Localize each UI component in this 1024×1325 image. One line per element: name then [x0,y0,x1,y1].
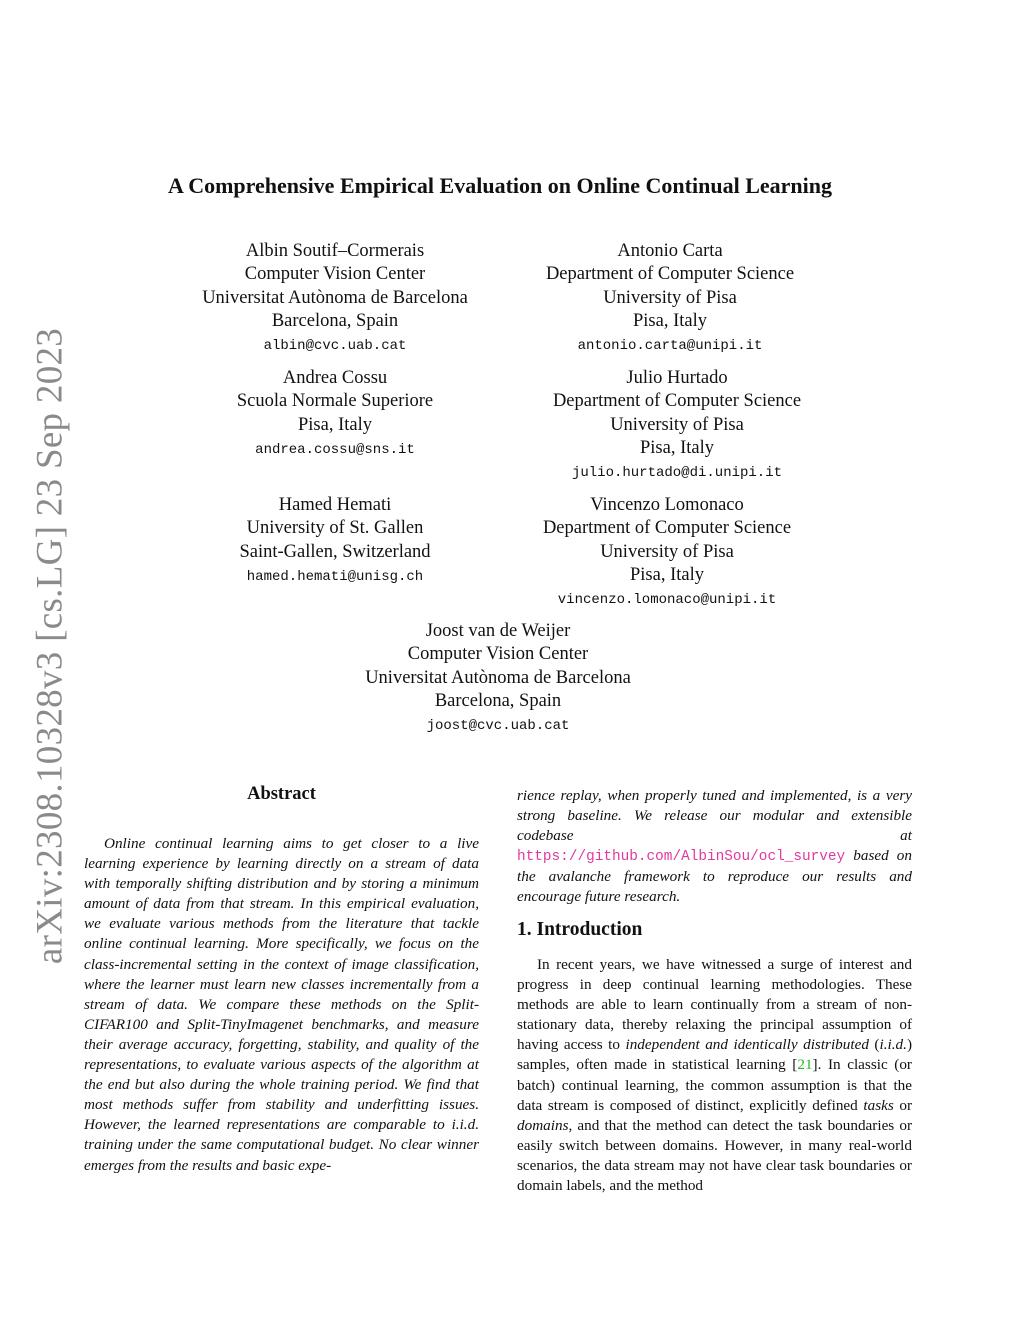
author-affiliation: Universitat Autònoma de Barcelona [365,667,631,688]
author-name: Antonio Carta [617,241,723,261]
abstract-heading: Abstract [247,784,316,804]
author-affiliation: University of Pisa [610,414,744,435]
author-name: Julio Hurtado [626,368,728,388]
author-affiliation: Barcelona, Spain [434,690,562,711]
author-affiliation: Pisa, Italy [630,564,704,585]
author-email: vincenzo.lomonaco@unipi.it [557,592,777,609]
abstract-continuation [517,786,912,908]
author-affiliation: University of Pisa [603,287,737,308]
intro-text: ) samples, often made in statistical learning [ [517,1036,912,1074]
citation-link[interactable]: 21 [797,1056,813,1074]
author-name: Vincenzo Lomonaco [590,495,744,515]
arxiv-identifier-stamp: arXiv:2308.10328v3 [cs.LG] 23 Sep 2023 [29,327,71,965]
author-block [185,240,485,359]
author-block [520,240,820,359]
author-affiliation: Department of Computer Science [552,391,802,412]
author-affiliation: University of St. Gallen [246,518,424,539]
author-affiliation: Pisa, Italy [640,437,714,458]
intro-text: or [893,1096,913,1114]
author-block [527,367,827,486]
introduction-paragraph [517,955,912,1196]
intro-text: ( [868,1036,880,1054]
introduction-heading: 1. Introduction [517,919,643,940]
author-block [185,367,485,463]
author-email: andrea.cossu@sns.it [255,441,415,458]
intro-emphasis: tasks [863,1096,894,1114]
author-affiliation: Department of Computer Science [542,518,792,539]
intro-text: In recent years, we have witnessed a surge of interest and progress in deep continual learning methodologies. These methods are able to learn continually from a stream of non-stationary data, thereby relaxing the principal assumption of having access to [517,956,912,1054]
author-email: antonio.carta@unipi.it [577,338,763,355]
author-email: hamed.hemati@unisg.ch [246,568,424,585]
abstract-continuation-text: rience replay, when properly tuned and implemented, is a very strong baseline. We release our modular and extensible codebase at [517,787,912,845]
abstract-text: Online continual learning aims to get closer to a live learning experience by learning directly on a stream of data with temporally shifting distribution and by storing a minimum amount of data from that stream. In this empirical evaluation, we evaluate various methods from the literature that tackle online continual learning. More specifically, we focus on the class-incremental setting in the context of image classification, where the learner must learn new classes incrementally from a stream of data. We compare these methods on the Split-CIFAR100 and Split-TinyImagenet benchmarks, and measure their average accuracy, forgetting, stability, and quality of the representations, to evaluate various aspects of the algorithm at the end but also during the whole training period. We find that most methods suffer from stability and underfitting issues. However, the learned representations are comparable to i.i.d. training under the same computational budget. No clear winner emerges from the results and basic expe- [84,835,479,1174]
author-affiliation: Department of Computer Science [545,264,795,285]
abstract-continuation-text: based on the avalanche framework to reproduce our results and encourage future research. [517,847,912,906]
code-repository-link[interactable]: https://github.com/AlbinSou/ocl_survey [517,849,846,866]
author-affiliation: Pisa, Italy [298,414,372,435]
intro-emphasis: independent and identically distributed [625,1036,869,1054]
author-affiliation: Pisa, Italy [633,310,707,331]
author-block [517,494,817,613]
intro-text: , and that the method can detect the task boundaries or easily switch between domains. However, in many real-world scenarios, the data stream may not have clear task boundaries or domain labels, and the method [517,1116,912,1195]
paper-title: A Comprehensive Empirical Evaluation on Online Continual Learning [168,173,832,198]
author-name: Andrea Cossu [282,368,388,388]
intro-text: ]. In classic (or batch) continual learning, the common assumption is that the data stream is composed of distinct, explicitly defined [517,1056,912,1114]
author-block [185,494,485,590]
author-name: Joost van de Weijer [425,621,571,641]
author-block [348,620,648,739]
intro-emphasis: i.i.d. [879,1036,907,1054]
intro-emphasis: domains [517,1116,569,1134]
author-affiliation: Scuola Normale Superiore [236,391,434,412]
author-affiliation: University of Pisa [600,541,734,562]
author-affiliation: Universitat Autònoma de Barcelona [202,287,468,308]
author-email: albin@cvc.uab.cat [263,338,407,355]
author-email: joost@cvc.uab.cat [426,718,570,735]
author-affiliation: Computer Vision Center [244,264,426,285]
author-email: julio.hurtado@di.unipi.it [571,465,783,482]
author-name: Albin Soutif–Cormerais [245,241,425,261]
author-name: Hamed Hemati [278,495,392,515]
author-affiliation: Computer Vision Center [407,644,589,665]
author-affiliation: Barcelona, Spain [271,310,399,331]
author-affiliation: Saint-Gallen, Switzerland [239,541,431,562]
